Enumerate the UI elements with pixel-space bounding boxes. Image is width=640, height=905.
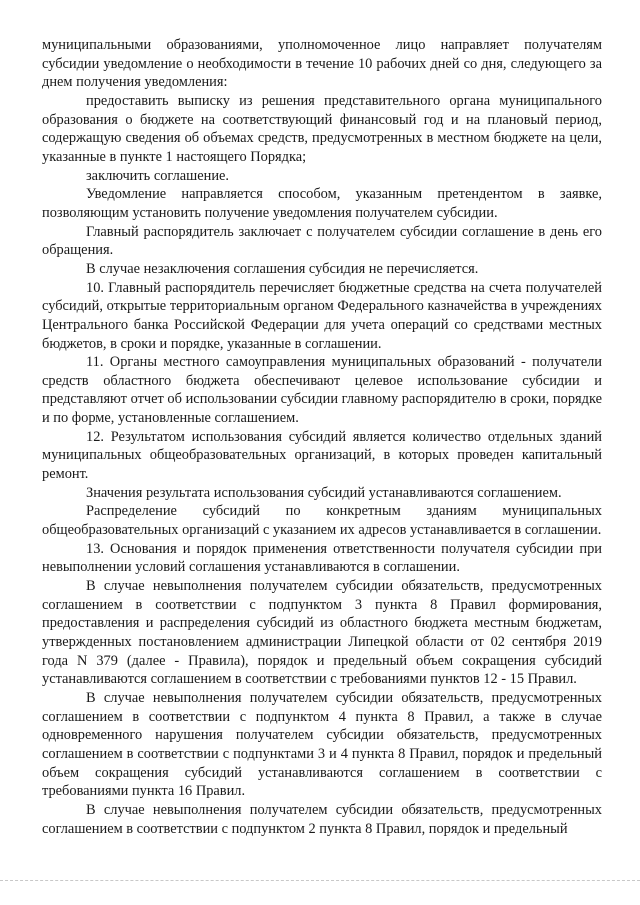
paragraph-provide-extract: предоставить выписку из решения представительного органа муниципального образования о бюджете на соответствующий финансовый год и на плановый период, содержащую сведения об объемах средств, предусмотренных в местном бюджете на цели, указанные в пункте 1 настоящего Порядка;: [42, 92, 602, 165]
paragraph-main-manager-concludes: Главный распорядитель заключает с получателем субсидии соглашение в день его обращения.: [42, 223, 602, 259]
paragraph-conclude-agreement: заключить соглашение.: [86, 167, 230, 184]
paragraph-item-12: 12. Результатом использования субсидий является количество отдельных зданий муниципальных общеобразовательных организаций, в которых проведен капитальный ремонт.: [42, 428, 602, 483]
paragraph-subpoint-4: В случае невыполнения получателем субсидии обязательств, предусмотренных соглашением в соответствии с подпунктом 4 пункта 8 Правил, а также в случае одновременного нарушения получателем субсидии обязательств, предусмотренных соглашением в соответствии с подпунктами 3 и 4 пункта 8 Правил, порядок и предельный объем сокращения субсидий устанавливаются соглашением в соответствии с требованиями пункта 16 Правил.: [42, 689, 602, 800]
paragraph-subpoint-3: В случае невыполнения получателем субсидии обязательств, предусмотренных соглашением в соответствии с подпунктом 3 пункта 8 Правил формирования, предоставления и распределения субсидий из областного бюджета местным бюджетам, утвержденных постановлением администрации Липецкой области от 02 сентября 2019 года N 379 (далее - Правила), порядок и предельный объем сокращения субсидий устанавливаются соглашением в соответствии с требованиями пунктов 12 - 15 Правил.: [42, 578, 602, 688]
document-body: [42, 36, 602, 838]
paragraph-item-13: 13. Основания и порядок применения ответственности получателя субсидии при невыполнении условий соглашения устанавливаются в соглашении.: [42, 540, 602, 576]
page-bottom-divider: [0, 880, 640, 881]
paragraph-notification-method: Уведомление направляется способом, указанным претендентом в заявке, позволяющим установить получение уведомления получателем субсидии.: [42, 186, 602, 221]
paragraph-result-values: Значения результата использования субсидий устанавливаются соглашением.: [86, 484, 562, 501]
paragraph-distribution: Распределение субсидий по конкретным зданиям муниципальных общеобразовательных организаций с указанием их адресов устанавливается в соглашении.: [42, 503, 602, 539]
paragraph-no-agreement: В случае незаключения соглашения субсидия не перечисляется.: [86, 260, 479, 277]
paragraph-continuation: муниципальными образованиями, уполномоченное лицо направляет получателям субсидии уведомление о необходимости в течение 10 рабочих дней со дня, следующего за днем получения уведомления:: [42, 37, 602, 91]
paragraph-item-10: 10. Главный распорядитель перечисляет бюджетные средства на счета получателей субсидий, открытые территориальным органом Федерального казначейства в учреждениях Центрального банка Российской Федерации для учета операций со средствами местных бюджетов, в сроки и порядке, указанные в соглашении.: [42, 279, 602, 352]
paragraph-item-11: 11. Органы местного самоуправления муниципальных образований - получатели средств областного бюджета обеспечивают целевое использование субсидии и представляют отчет об использовании субсидии главному распорядителю в сроки, порядке и по форме, установленные соглашением.: [42, 354, 602, 427]
paragraph-subpoint-2: В случае невыполнения получателем субсидии обязательств, предусмотренных соглашением в соответствии с подпунктом 2 пункта 8 Правил, порядок и предельный: [42, 801, 602, 837]
